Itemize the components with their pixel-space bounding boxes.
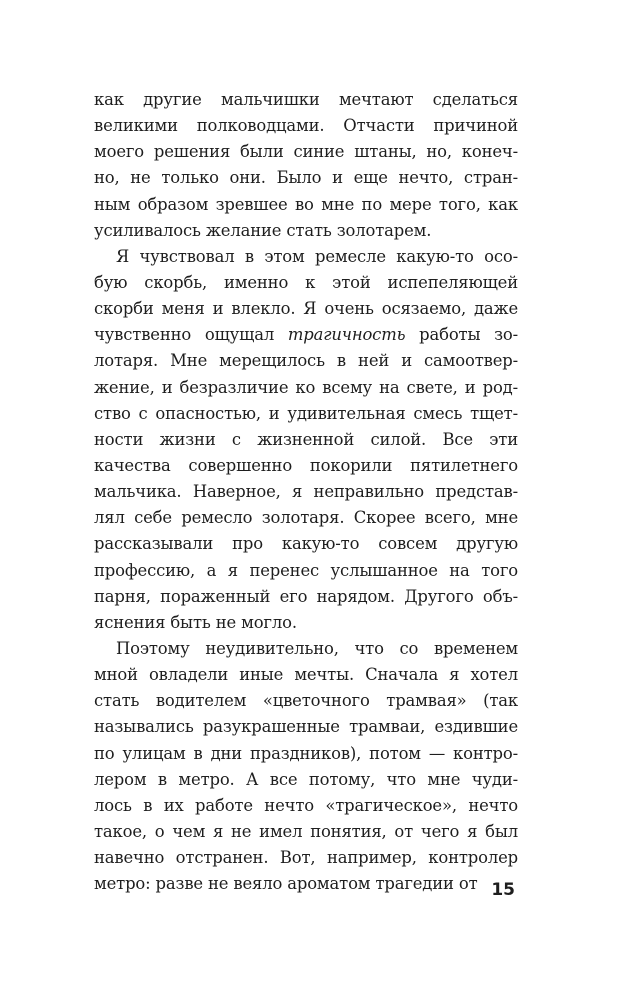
text-line: мной овладели иные мечты. Сначала я хотел <box>94 665 518 685</box>
text-segment: работы зо- <box>405 325 518 345</box>
text-line: но, не только они. Было и еще нечто, стран- <box>94 168 518 188</box>
text-segment: чувственно ощущал <box>94 325 288 345</box>
text-line: навечно отстранен. Вот, например, контролер <box>94 848 518 868</box>
text-line: как другие мальчишки мечтают сделаться <box>94 90 518 109</box>
text-line: назывались разукрашенные трамваи, ездившие <box>94 717 518 737</box>
text-line: стать водителем «цветочного трамвая» (так <box>94 691 518 711</box>
text-line: ным образом зревшее во мне по мере того, как <box>94 194 518 214</box>
text-line: лотаря. Мне мерещилось в ней и самоотвер- <box>94 351 518 371</box>
text-line: профессию, а я перенес услышанное на того <box>94 560 518 580</box>
text-line: ство с опасностью, и удивительная смесь тщет- <box>94 403 518 423</box>
text-line: яснения быть не могло. <box>94 612 297 632</box>
paragraph <box>94 244 518 636</box>
text-line: моего решения были синие штаны, но, конеч- <box>94 142 518 162</box>
italic-emphasis: трагичность <box>287 325 406 345</box>
text-line: лял себе ремесло золотаря. Скорее всего, мне <box>94 508 518 528</box>
text-line: великими полководцами. Отчасти причиной <box>94 116 518 136</box>
text-line: метро: разве не веяло ароматом трагедии от <box>94 874 478 894</box>
paragraph <box>94 636 518 897</box>
text-line: лось в их работе нечто «трагическое», нечто <box>94 795 518 815</box>
text-line: мальчика. Наверное, я неправильно представ- <box>94 482 518 502</box>
paragraph <box>94 87 518 244</box>
text-line: Я чувствовал в этом ремесле какую-то осо- <box>116 246 518 266</box>
text-line: парня, пораженный его нарядом. Другого объ- <box>94 586 518 606</box>
text-line: рассказывали про какую-то совсем другую <box>94 534 518 554</box>
text-line: ности жизни с жизненной силой. Все эти <box>94 429 518 449</box>
text-line: бую скорбь, именно к этой испепеляющей <box>94 272 518 292</box>
text-line: по улицам в дни праздников), потом — контро- <box>94 743 518 763</box>
text-line: скорби меня и влекло. Я очень осязаемо, даже <box>94 299 518 319</box>
text-line: лером в метро. А все потому, что мне чуди- <box>94 769 518 789</box>
body-text <box>94 87 518 897</box>
text-line: Поэтому неудивительно, что со временем <box>116 638 518 658</box>
page-number: 15 <box>491 880 515 900</box>
text-line: качества совершенно покорили пятилетнего <box>94 455 518 475</box>
text-line: такое, о чем я не имел понятия, от чего я был <box>94 821 518 841</box>
text-line: жение, и безразличие ко всему на свете, и род- <box>94 377 518 397</box>
text-line: усиливалось желание стать золотарем. <box>94 220 432 240</box>
text-line <box>94 322 518 348</box>
